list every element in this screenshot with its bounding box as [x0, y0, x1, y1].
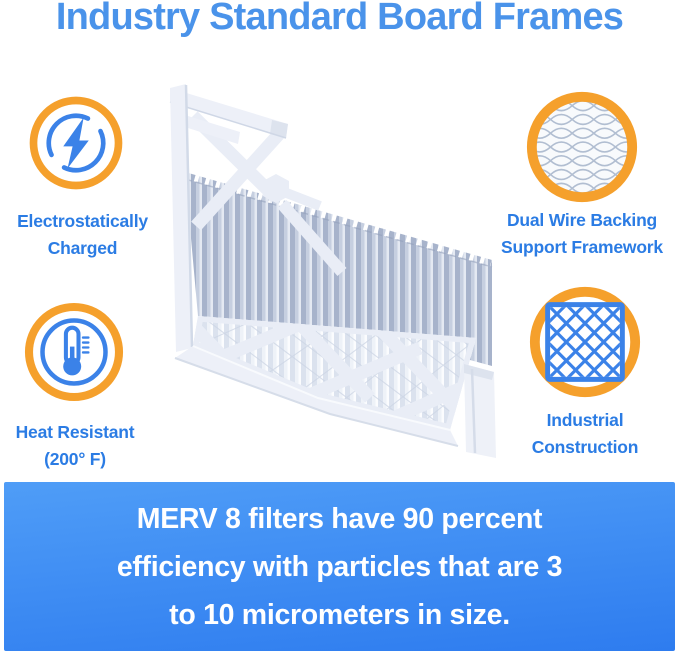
thermometer-icon — [20, 298, 128, 406]
caption-banner — [4, 482, 675, 651]
diamond-lattice-lines — [526, 283, 644, 401]
page-title: Industry Standard Board Frames — [55, 0, 624, 38]
air-filter-render — [158, 76, 503, 488]
banner-text-line: MERV 8 filters have 90 percent — [136, 502, 543, 535]
lightning-bolt — [63, 118, 89, 169]
banner-text-line: efficiency with particles that are 3 — [116, 550, 563, 583]
product-image-pleated-air-filter — [158, 76, 503, 488]
feature-label: Industrial Construction — [531, 410, 639, 457]
thermometer-bulb — [63, 357, 81, 375]
banner-text-line: to 10 micrometers in size. — [169, 598, 510, 631]
feature-label: Heat Resistant (200° F) — [15, 422, 135, 469]
feature-label: Dual Wire Backing Support Framework — [501, 210, 663, 257]
wire-mesh-icon — [523, 88, 641, 206]
feature-label: Electrostatically Charged — [17, 211, 148, 258]
diamond-grid-icon — [526, 283, 644, 401]
lightning-bolt-icon — [25, 92, 127, 194]
thermometer-scale-ticks — [83, 338, 88, 353]
